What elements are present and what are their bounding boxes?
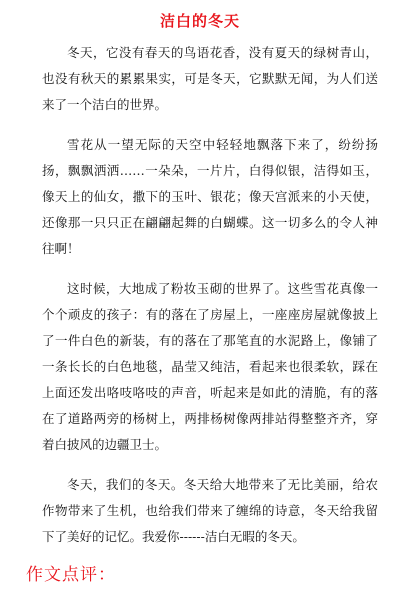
essay-title: 洁白的冬天 — [159, 12, 240, 30]
paragraph-2: 雪花从一望无际的天空中轻轻地飘落下来了，纷纷扬扬，飘飘洒洒……一朵朵，一片片，白得似银，洁得如玉，像天上的仙女，撒下的玉叶、银花；像天宫派来的小天使，还像那一只只正在翩翩起舞的白蝴蝶。这一切多么的令人神往啊！ — [42, 137, 378, 256]
comment-heading: 作文点评： — [26, 565, 116, 585]
essay-body — [42, 40, 378, 564]
paragraph-3: 这时候，大地成了粉妆玉砌的世界了。这些雪花真像一个个顽皮的孩子：有的落在了房屋上，一座座房屋就像披上了一件白色的新装，有的落在了那笔直的水泥路上，像铺了一条长长的白色地毯，晶莹又纯洁，看起来也很柔软，踩在上面还发出咯吱咯吱的声音，听起来是如此的清脆，有的落在了道路两旁的杨树上，两排杨树像两排站得整整齐齐，穿着白披风的边疆卫士。 — [42, 281, 378, 452]
paragraph-4: 冬天，我们的冬天。冬天给大地带来了无比美丽，给农作物带来了生机，也给我们带来了缠绵的诗意，冬天给我留下了美好的记忆。我爱你------洁白无暇的冬天。 — [42, 477, 378, 544]
paragraph-1: 冬天，它没有春天的鸟语花香，没有夏天的绿树青山，也没有秋天的累累果实，可是冬天，它默默无闻，为人们送来了一个洁白的世界。 — [42, 45, 378, 112]
